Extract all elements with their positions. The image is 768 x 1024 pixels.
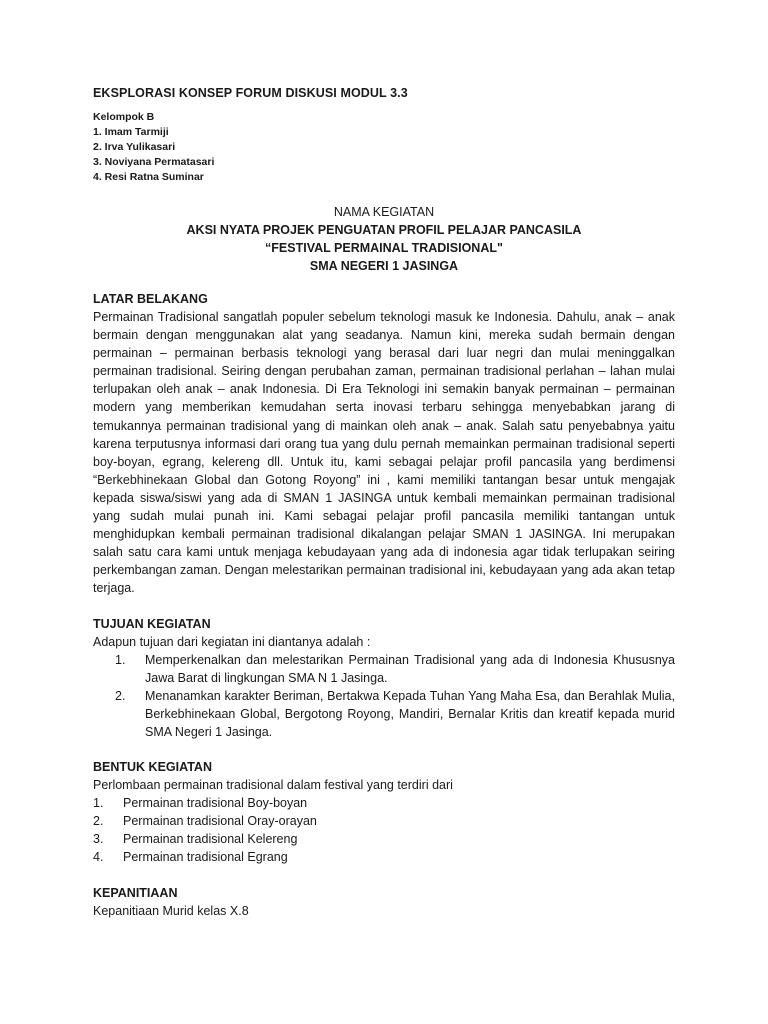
document-page <box>93 86 675 920</box>
list-number: 2. <box>115 688 126 703</box>
section-heading: KEPANITIAAN <box>93 885 178 900</box>
section-intro: Perlombaan permainan tradisional dalam festival yang terdiri dari <box>93 778 453 793</box>
list-item <box>93 794 675 812</box>
list-text: Permainan tradisional Egrang <box>123 850 288 865</box>
activity-title-line: SMA NEGERI 1 JASINGA <box>309 259 459 273</box>
activity-title-line: “FESTIVAL PERMAINAL TRADISIONAL" <box>265 241 503 255</box>
bentuk-list <box>93 794 675 866</box>
section-tujuan-kegiatan <box>93 615 675 742</box>
section-bentuk-kegiatan <box>93 758 675 866</box>
section-intro: Adapun tujuan dari kegiatan ini diantanya adalah : <box>93 634 371 649</box>
section-heading: BENTUK KEGIATAN <box>93 760 212 775</box>
list-item <box>93 812 675 830</box>
tujuan-list <box>115 651 675 741</box>
section-heading: LATAR BELAKANG <box>93 292 208 306</box>
activity-heading <box>93 203 675 275</box>
list-text: Permainan tradisional Boy-boyan <box>123 796 308 811</box>
group-member: 1. Imam Tarmiji <box>93 126 169 138</box>
group-member: 2. Irva Yulikasari <box>93 141 176 153</box>
section-paragraph: Kepanitiaan Murid kelas X.8 <box>93 903 249 918</box>
group-block <box>93 110 675 185</box>
section-kepanitiaan <box>93 884 675 920</box>
section-latar-belakang <box>93 290 675 598</box>
list-item <box>93 830 675 848</box>
list-item <box>115 651 675 687</box>
group-member: 4. Resi Ratna Suminar <box>93 171 204 183</box>
section-heading: TUJUAN KEGIATAN <box>93 616 211 631</box>
document-title: EKSPLORASI KONSEP FORUM DISKUSI MODUL 3.3 <box>93 86 408 100</box>
list-text: Permainan tradisional Oray-orayan <box>123 814 317 829</box>
activity-title-line: AKSI NYATA PROJEK PENGUATAN PROFIL PELAJAR PANCASILA <box>186 223 582 237</box>
list-number: 2. <box>93 814 104 829</box>
list-number: 4. <box>93 850 104 865</box>
list-number: 3. <box>93 832 104 847</box>
list-text: Menanamkan karakter Beriman, Bertakwa Kepada Tuhan Yang Maha Esa, dan Berahlak Mulia, Berkebhinekaan Global, Bergotong Royong, Mandiri, Bernalar Kritis dan kreatif kepada murid SMA Negeri 1 Jasinga. <box>145 688 675 739</box>
list-number: 1. <box>115 652 126 667</box>
list-number: 1. <box>93 796 104 811</box>
group-member: 3. Noviyana Permatasari <box>93 156 215 168</box>
list-item <box>115 687 675 741</box>
group-label: Kelompok B <box>93 111 155 123</box>
list-text: Memperkenalkan dan melestarikan Permainan Tradisional yang ada di Indonesia Khususnya Jawa Barat di lingkungan SMA N 1 Jasinga. <box>145 652 675 685</box>
activity-name-label: NAMA KEGIATAN <box>333 205 435 219</box>
list-item <box>93 848 675 866</box>
list-text: Permainan tradisional Kelereng <box>123 832 298 847</box>
section-paragraph: Permainan Tradisional sangatlah populer sebelum teknologi masuk ke Indonesia. Dahulu, anak – anak bermain dengan menggunakan alat yang seadanya. Namun kini, mereka sudah bermain dengan permainan – permainan berbasis teknologi yang berasal dari luar negri dan mulai meninggalkan permainan tradisional. Seiring dengan perubahan zaman, permainan tradisional perlahan – lahan mulai terlupakan oleh anak – anak Indonesia. Di Era Teknologi ini semakin banyak permainan – permainan modern yang memberikan kemudahan serta inovasi terbaru sehingga menyebabkan jarang di temukannya permainan tradisional yang di mainkan oleh anak – anak. Salah satu penyebabnya yaitu karena terputusnya informasi dari orang tua yang dulu pernah memainkan permainan tradisional seperti boy-boyan, egrang, kelereng dll. Untuk itu, kami sebagai pelajar profil pancasila yang berdimensi “Berkebhinekaan Global dan Gotong Royong” ini , kami memiliki tantangan besar untuk mengajak kepada siswa/siswi yang ada di SMAN 1 JASINGA untuk kembali memainkan permainan tradisional yang sudah mulai punah ini. Kami sebagai pelajar profil pancasila memiliki tantangan untuk menghidupkan kembali permainan tradisional dikalangan pelajar SMAN 1 JASINGA. Ini merupakan salah satu cara kami untuk menjaga kebudayaan yang ada di indonesia agar tidak terlupakan seiring perkembangan zaman. Dengan melestarikan permainan tradisional ini, kebudayaan yang ada akan tetap terjaga. <box>93 310 675 596</box>
